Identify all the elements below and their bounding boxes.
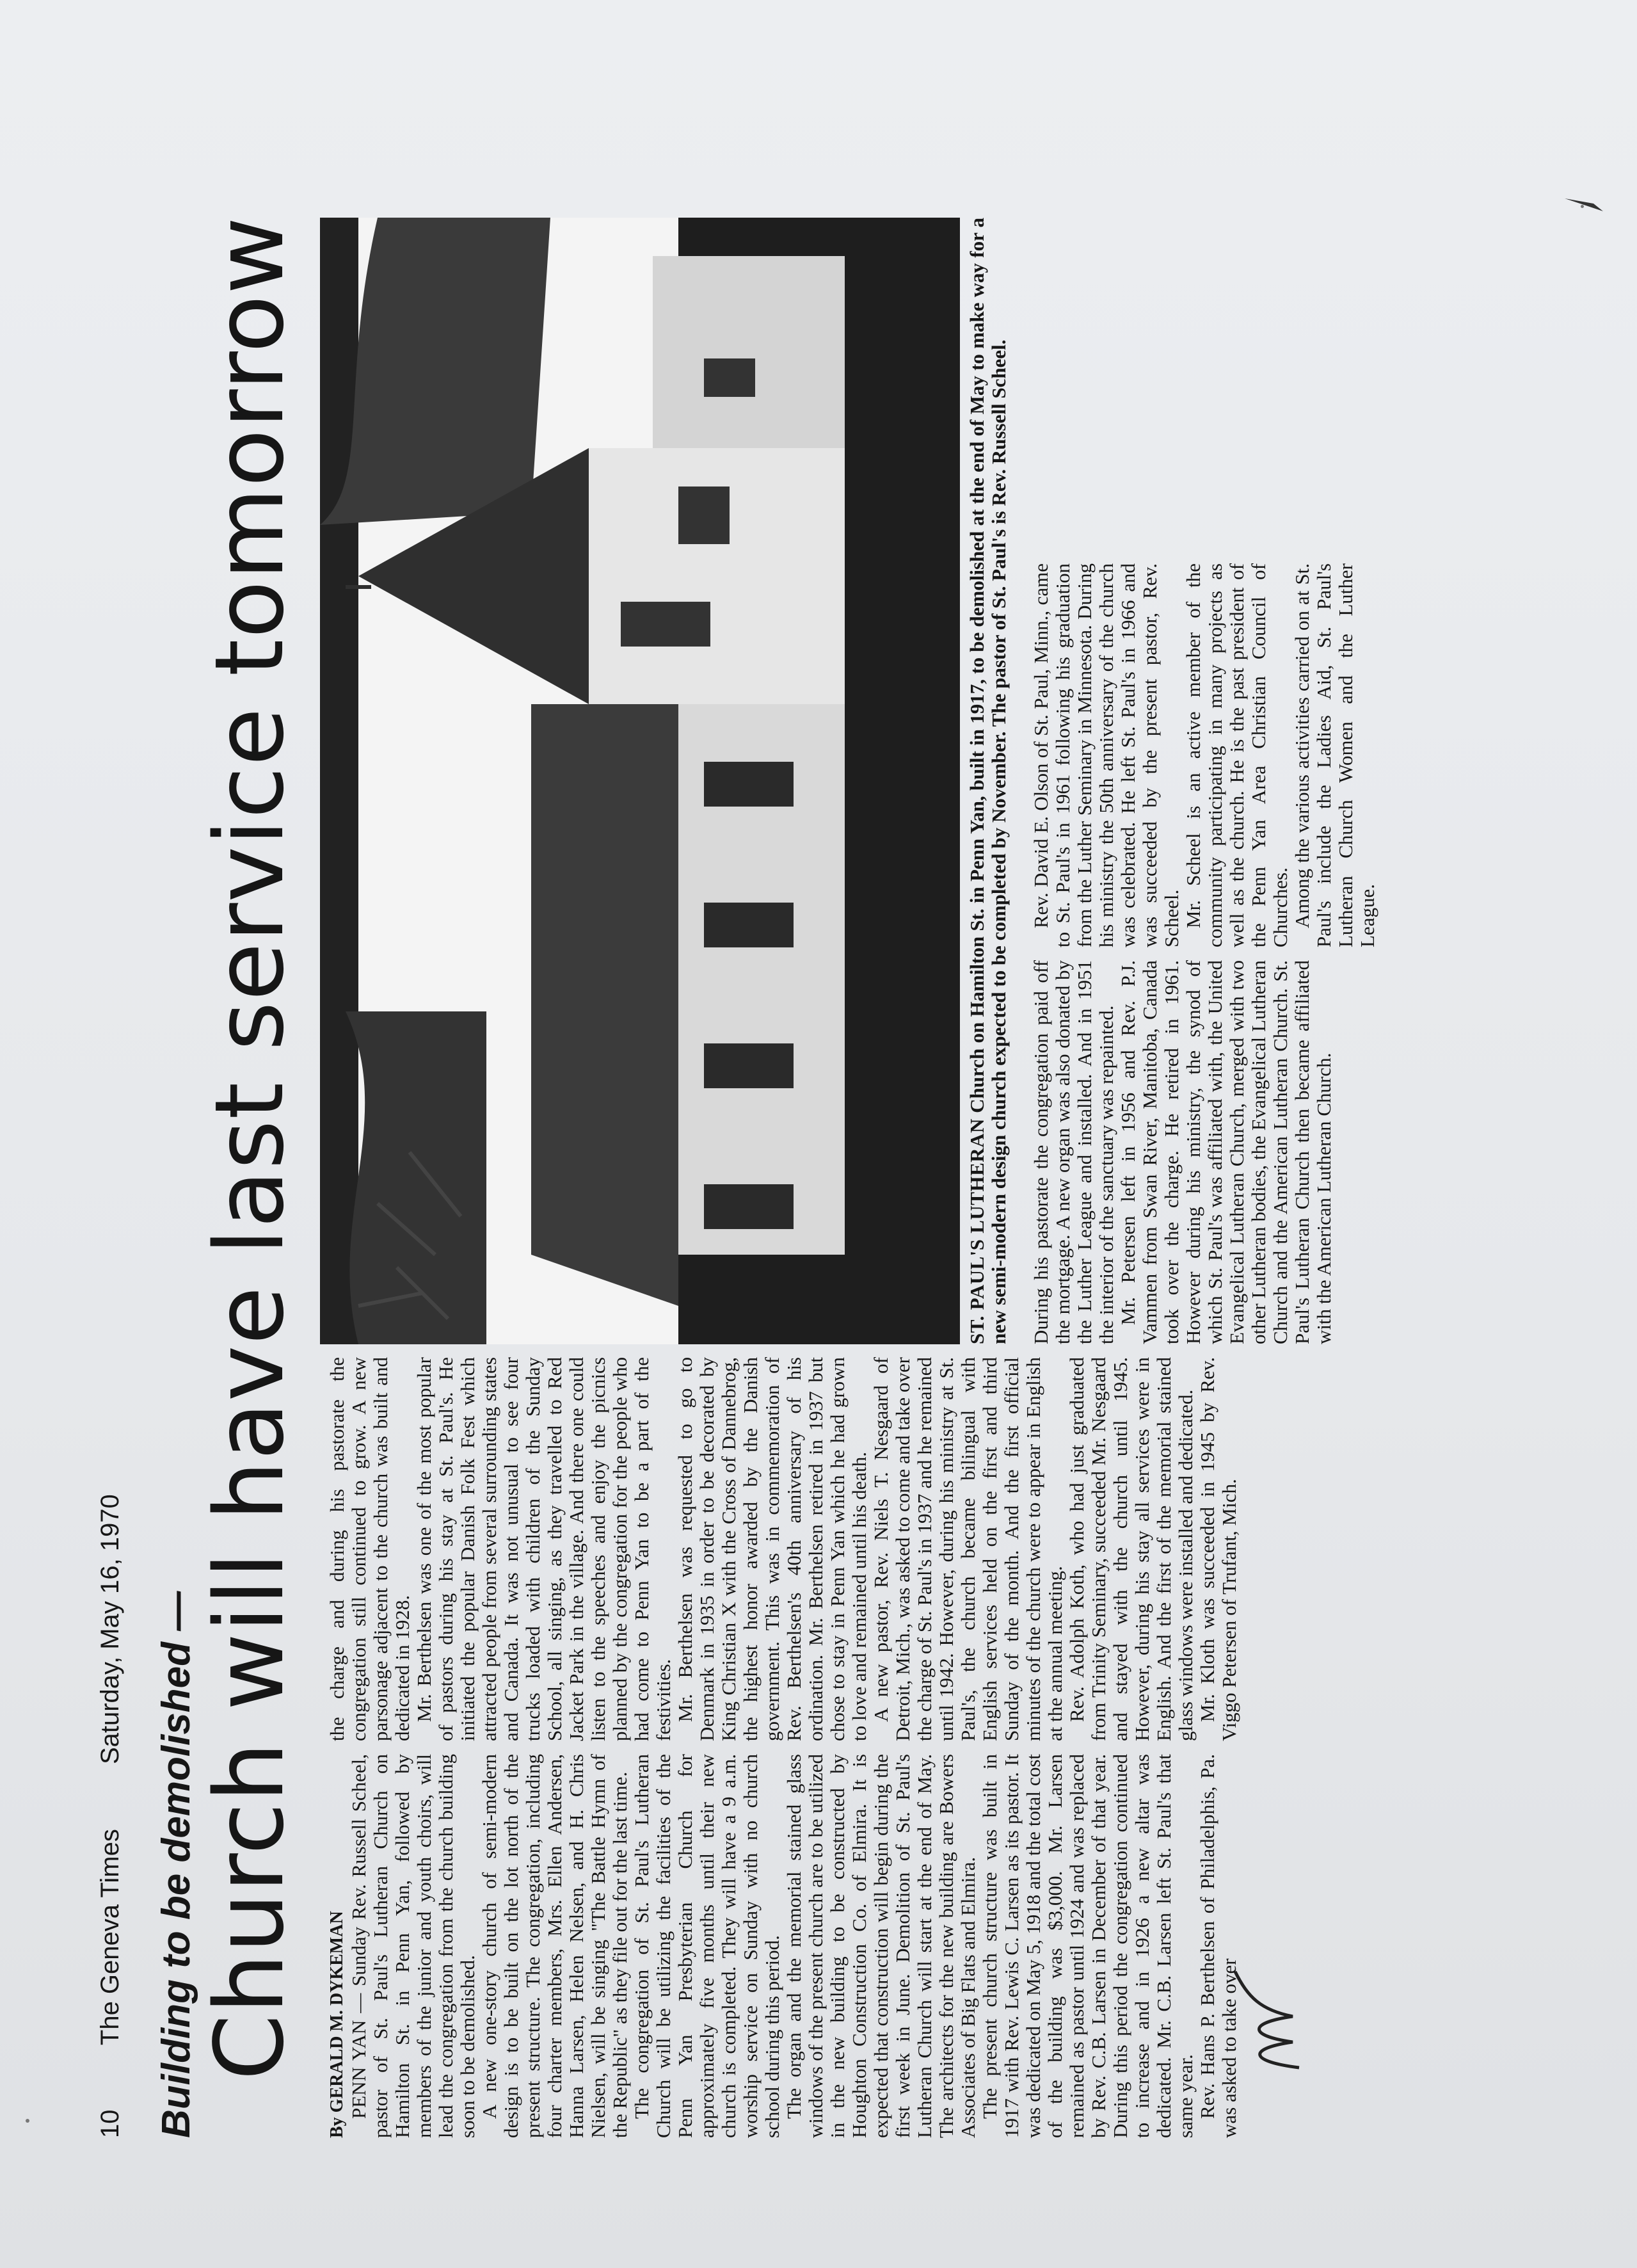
paragraph: PENN YAN — Sunday Rev. Russell Scheel, pastor of St. Paul's Lutheran Church on Hamilton St. in Penn Yan, followed by members of the junior and youth choirs, will lead the congregation from the church building soon to be demolished. bbox=[347, 1754, 479, 2138]
paragraph: the charge and during his pastorate the congregation still continued to grow. A new parsonage adjacent to the church was built and dedicated in 1928. bbox=[326, 1357, 413, 1741]
paragraph: Mr. Kloth was succeeded in 1945 by Rev. Viggo Petersen of Trufant, Mich. bbox=[1196, 1357, 1240, 1741]
scan-speck bbox=[26, 2119, 29, 2123]
paragraph: Rev. Adolph Koth, who had just graduated from Trinity Seminary, succeeded Mr. Nesgaard and stayed with the church until 1945. However, during his stay all services were in English. And the first of the memorial stained glass windows were installed and dedicated. bbox=[1066, 1357, 1197, 1741]
paragraph: Mr. Berthelsen was one of the most popular of pastors during his stay at St. Paul's. He initiated the popular Danish Folk Fest which attracted people from several surrounding states and Canada. It was not unusual to see four trucks loaded with children of the Sunday School, all singing, as they travelled to Red Jacket Park in the village. And there one could listen to the speeches and enjoy the picnics planned by the congregation for the people who had come to Penn Yan to be a part of the festivities. bbox=[413, 1357, 675, 1741]
church-photo-image bbox=[320, 218, 960, 1344]
folio-line bbox=[96, 474, 141, 2138]
paragraph: Rev. David E. Olson of St. Paul, Minn., came to St. Paul's in 1961 following his graduation from the Luther Seminary in Minnesota. During his ministry the 50th anniversary of the church was celebrated. He left St. Paul's in 1966 and was succeeded by the present pastor, Rev. Scheel. bbox=[1030, 563, 1183, 947]
paragraph: Among the various activities carried on at St. Paul's include the Ladies Aid, St. Paul's Lutheran Church Women and the Luther League. bbox=[1291, 563, 1378, 947]
headline: Church will have last service tomorrow bbox=[195, 216, 305, 2080]
paragraph: During his pastorate the congregation paid off the mortgage. A new organ was also donated by the Luther League and installed. And in 1951 the interior of the sanctuary was repainted. bbox=[1030, 960, 1117, 1344]
paragraph: Mr. Petersen left in 1956 and Rev. P.J. Vammen from Swan River, Manitoba, Canada took over the charge. He retired in 1961. However during his ministry, the synod of which St. Paul's was affiliated with, the United Evangelical Lutheran Church, merged with two other Lutheran bodies, the Evangelical Lutheran Church and the American Lutheran Church. St. Paul's Lutheran Church then became affiliated with the American Lutheran Church. bbox=[1117, 960, 1335, 1344]
article-column-2 bbox=[326, 1357, 1240, 1741]
issue-date: Saturday, May 16, 1970 bbox=[96, 1494, 124, 1765]
newspaper-page bbox=[83, 218, 1568, 2138]
paper-name: The Geneva Times bbox=[96, 1829, 124, 2046]
caption-lead: ST. PAUL'S LUTHERAN bbox=[966, 1118, 988, 1344]
article-column-3 bbox=[1030, 960, 1335, 1344]
photo-caption bbox=[966, 218, 1010, 1344]
article-column-1 bbox=[326, 1754, 1240, 2138]
paragraph: A new one-story church of semi-modern design is to be built on the lot north of the present structure. The congregation, including four charter members, Mrs. Ellen Andersen, Hanna Larsen, Helen Nelsen, and H. Chris Nielsen, will be singing "The Battle Hymn of the Republic" as they file out for the last time. bbox=[478, 1754, 631, 2138]
handwritten-mark-icon bbox=[1222, 1965, 1318, 2074]
article-column-4 bbox=[1030, 563, 1378, 947]
kicker: Building to be demolished — bbox=[154, 1591, 198, 2138]
church-photo bbox=[320, 218, 960, 1344]
paragraph: A new pastor, Rev. Niels T. Nesgaard of Detroit, Mich., was asked to come and take over the charge of St. Paul's in 1937 and he remained until 1942. However, during his ministry at St. Paul's, the church became bilingual with English services held on the first and third Sunday of the month. And the first official minutes of the church were to appear in English at the annual meeting. bbox=[870, 1356, 1066, 1741]
paragraph: The organ and the memorial stained glass windows of the present church are to be utilized in the new building to be constructed by Houghton Construction Co. of Elmira. It is expected that construction will begin during the first week in June. Demolition of St. Paul's Lutheran Church will start at the end of May. The architects for the new building are Bowers Associates of Big Flats and Elmira. bbox=[783, 1754, 979, 2138]
page-number: 10 bbox=[96, 2109, 124, 2138]
byline: By GERALD M. DYKEMAN bbox=[327, 1911, 347, 2138]
pen-mark-icon bbox=[1561, 192, 1606, 218]
paragraph: The present church structure was built in 1917 with Rev. Lewis C. Larsen as its pastor. It was dedicated on May 5, 1918 and the total cost of the building was $3,000. Mr. Larsen remained as pastor until 1924 and was replaced by Rev. C.B. Larsen in December of that year. During this period the congregation continued to increase and in 1926 a new altar was dedicated. Mr. C.B. Larsen left St. Paul's that same year. bbox=[978, 1754, 1197, 2138]
paragraph: The congregation of St. Paul's Lutheran Church will be utilizing the facilities of the Penn Yan Presbyterian Church for approximately five months until their new church is completed. They will have a 9 a.m. worship service on Sunday with no church school during this period. bbox=[630, 1754, 783, 2138]
caption-text: Church on Hamilton St. in Penn Yan, built in 1917, to be demolished at the end of May to make way for a new semi-modern design church expected to be completed by November. The pastor of St. Paul's is Rev. Russell Scheel. bbox=[966, 217, 1010, 1344]
paragraph: Mr. Scheel is an active member of the community participating in many projects as well as the church. He is the past president of the Penn Yan Area Christian Council of Churches. bbox=[1182, 563, 1291, 947]
paragraph: Mr. Berthelsen was requested to go to Denmark in 1935 in order to be decorated by King Christian X with the Cross of Dannebrog, the highest honor awarded by the Danish government. This was in commemoration of Rev. Berthelsen's 40th anniversary of his ordination. Mr. Berthelsen retired in 1937 but chose to stay in Penn Yan which he had grown to love and remained until his death. bbox=[674, 1357, 870, 1741]
paragraph: Rev. Hans P. Berthelsen of Philadelphis, Pa. was asked to take over bbox=[1196, 1754, 1240, 2138]
